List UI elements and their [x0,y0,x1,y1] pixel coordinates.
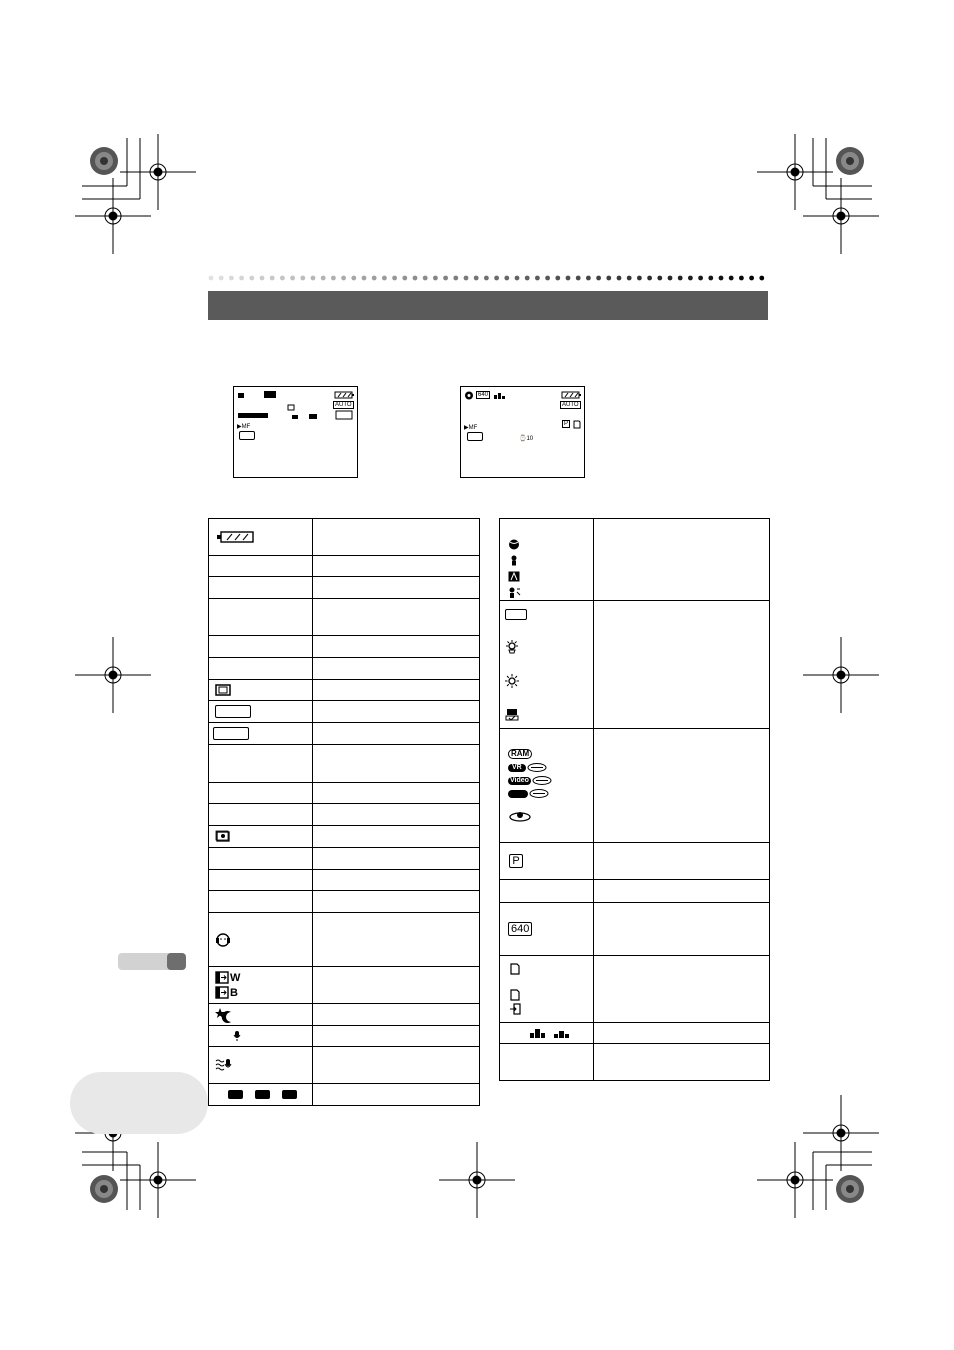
table-row [209,1047,480,1084]
rule-dot [545,276,550,281]
vr-disc-icon: VR [508,763,593,772]
rule-dot [688,276,693,281]
table-row [500,843,770,880]
table-row [209,723,480,745]
wb-label-w: W [230,971,241,984]
card-icon [573,420,581,429]
rule-dot [504,276,509,281]
indoor-light-icon [505,640,519,654]
table-row [209,967,480,1004]
quality-fine-icon [530,1029,546,1038]
section-tab-marker [167,953,186,970]
stabilizer-icon [215,830,231,843]
rule-dot [331,276,336,281]
wb-label-b: B [230,986,238,999]
rule-dot [372,276,377,281]
table-row [209,519,480,556]
table-row [209,891,480,913]
rule-dot [229,276,234,281]
black-button-icon [228,1090,243,1099]
table-row [209,1084,480,1106]
surf-snow-mode-icon [508,587,522,598]
rule-dot [443,276,448,281]
section-header-bar [208,291,768,320]
table-row [209,783,480,804]
rule-dot [392,276,397,281]
black-button-icon [255,1090,270,1099]
card-icon [510,963,520,975]
rule-dot [596,276,601,281]
face-icon [215,932,231,948]
card-insert-icon [510,1003,521,1015]
rule-dot [464,276,469,281]
rule-dot [321,276,326,281]
rule-dot [209,276,214,281]
right-icon-table [499,518,770,1081]
camera-mode-icon [464,391,474,400]
table-row [209,913,480,967]
rule-dot [657,276,662,281]
manual-focus-label: ▶MF [464,425,478,431]
disc-icon [508,810,532,822]
table-row [209,745,480,783]
spotlight-mode-icon [508,571,520,582]
rule-dot [729,276,734,281]
video-screen-illustration [233,386,358,478]
white-balance-b-icon [215,986,312,999]
rule-dot [668,276,673,281]
manual-focus-label: ▶MF [237,424,251,430]
rule-dot [351,276,356,281]
table-row [500,729,770,843]
table-row [209,870,480,891]
p-badge-icon: P [509,854,523,868]
table-row [500,1023,770,1044]
rule-dot [566,276,571,281]
table-row [209,701,480,723]
table-row [209,1026,480,1047]
blank-box-icon [467,432,483,441]
blank-box-icon [505,609,527,620]
table-row [500,1044,770,1081]
rule-dot [525,276,530,281]
night-mode-icon [215,1007,235,1023]
blank-box-icon [213,727,249,740]
ram-disc-icon: RAM [508,749,593,759]
white-set-icon [505,708,519,721]
rule-dot [270,276,275,281]
rule-dot [433,276,438,281]
rule-dot [515,276,520,281]
rule-dot [678,276,683,281]
rule-dot [606,276,611,281]
table-row [209,826,480,848]
rule-dot [576,276,581,281]
rule-dot [260,276,265,281]
card-icon [510,989,520,1001]
rule-dot [494,276,499,281]
page-number-blob [70,1072,208,1134]
rule-dot [474,276,479,281]
rule-dot [555,276,560,281]
rule-dot [617,276,622,281]
resolution-badge-icon: 640 [508,922,532,936]
table-row [209,577,480,599]
rule-dot [300,276,305,281]
rule-dot [413,276,418,281]
rule-dot [280,276,285,281]
rule-dot [627,276,632,281]
rule-dot [402,276,407,281]
table-row [209,680,480,701]
rule-dot [535,276,540,281]
table-row [500,903,770,956]
cinema-frame-icon [215,684,231,696]
rule-dot [739,276,744,281]
auto-badge: AUTO [335,402,352,408]
wind-cut-icon [215,1058,233,1072]
rule-dot [311,276,316,281]
rule-dot [647,276,652,281]
table-row [209,658,480,680]
sunlight-icon [505,674,519,688]
dotted-rule [208,274,770,282]
auto-badge: AUTO [562,402,579,408]
blank-box-icon [239,431,255,440]
rule-dot [239,276,244,281]
table-row [500,880,770,903]
battery-icon [334,391,354,399]
resolution-badge: 640 [478,392,489,398]
video-disc-icon: Video [508,776,593,785]
table-row [500,956,770,1023]
self-timer-indicator: ⌚10 [519,436,534,442]
portrait-mode-icon [508,555,520,566]
white-balance-w-icon [215,971,312,984]
rule-dot [453,276,458,281]
quality-icon [493,392,513,400]
rule-dot [749,276,754,281]
rule-dot [423,276,428,281]
rule-dot [698,276,703,281]
mic-icon [233,1031,241,1041]
rule-dot [708,276,713,281]
dash-disc-icon [508,789,593,798]
table-row [500,601,770,729]
table-row [500,519,770,601]
black-button-icon [282,1090,297,1099]
rule-dot [719,276,724,281]
rule-dot [759,276,764,281]
blank-box-icon [215,705,251,718]
battery-icon [561,391,581,399]
rule-dot [586,276,591,281]
table-row [209,556,480,577]
still-screen-illustration [460,386,585,478]
rule-dot [290,276,295,281]
rule-dot [341,276,346,281]
p-badge: P [564,421,569,427]
quality-normal-icon [554,1029,570,1038]
sports-mode-icon [508,539,520,550]
table-row [209,848,480,870]
left-icon-table [208,518,480,1106]
rule-dot [362,276,367,281]
battery-icon [215,530,255,544]
rule-dot [637,276,642,281]
table-row [209,599,480,636]
rule-dot [219,276,224,281]
rule-dot [382,276,387,281]
table-row [209,804,480,826]
rule-dot [249,276,254,281]
rule-dot [484,276,489,281]
table-row [209,1004,480,1026]
table-row [209,636,480,658]
